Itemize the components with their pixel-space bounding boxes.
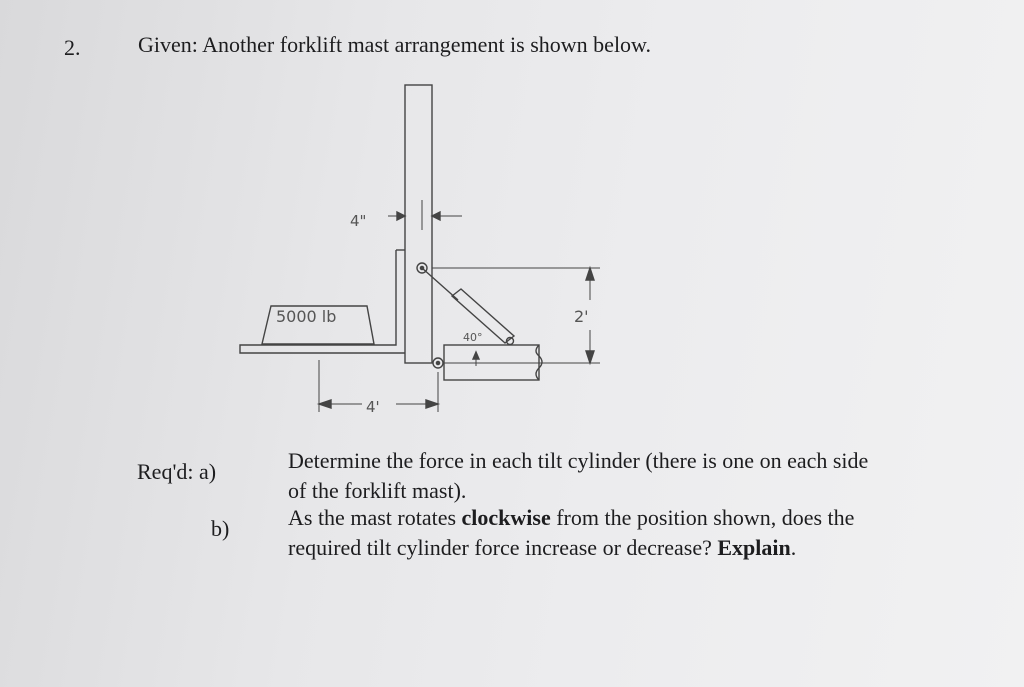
part-b-line-1-post: from the position shown, does the <box>550 505 855 530</box>
clockwise-emphasis: clockwise <box>461 505 551 530</box>
part-b-text <box>288 503 854 563</box>
part-b-line-2 <box>288 533 854 563</box>
part-b-line-1-pre: As the mast rotates <box>288 505 462 530</box>
explain-emphasis: Explain <box>717 535 791 560</box>
dim-top-label: 4" <box>350 212 367 230</box>
part-a-text <box>288 446 868 506</box>
part-b-line-1 <box>288 503 854 533</box>
part-b-label: b) <box>211 516 230 541</box>
part-a-line-2: of the forklift mast). <box>288 478 467 503</box>
part-b-line-2-post: . <box>790 535 797 560</box>
part-b-line-2-pre: required tilt cylinder force increase or decrease? <box>288 535 718 560</box>
tilt-cylinder <box>452 289 514 343</box>
mast-upright <box>405 85 432 363</box>
dim-right-label: 2' <box>574 307 589 326</box>
given-statement: Given: Another forklift mast arrangement is shown below. <box>138 32 652 57</box>
dim-bottom-label: 4' <box>366 398 380 416</box>
fork-carriage <box>240 250 405 353</box>
reqd-label: Req'd: a) <box>137 459 217 484</box>
angle-label: 40° <box>463 331 483 344</box>
problem-number: 2. <box>64 35 81 60</box>
part-a-line-1: Determine the force in each tilt cylinder (there is one on each side <box>288 448 869 473</box>
load-label: 5000 lb <box>276 307 337 326</box>
